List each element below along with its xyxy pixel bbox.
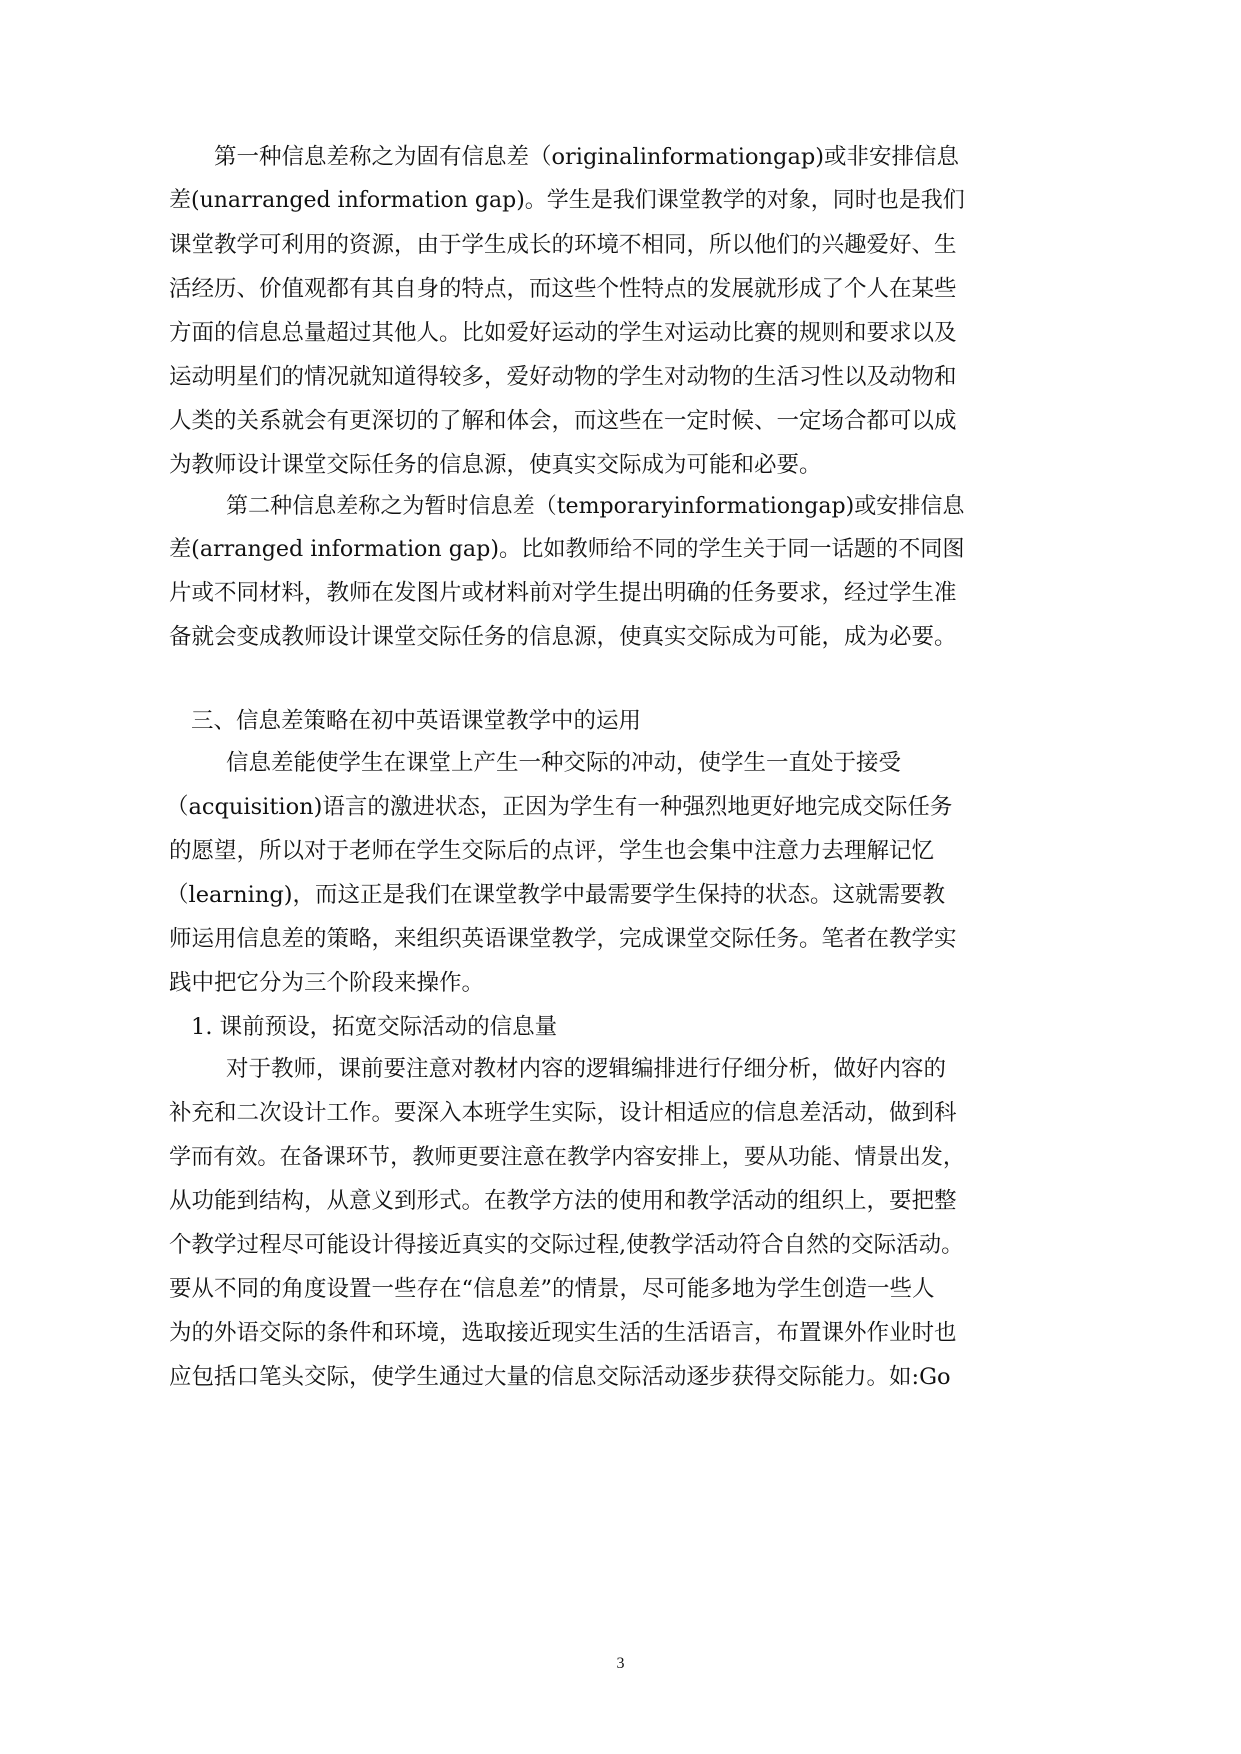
paragraph-text: 为教师设计课堂交际任务的信息源，使真实交际成为可能和必要。: [169, 452, 822, 478]
paragraph-text: 个教学过程尽可能设计得接近真实的交际过程,使教学活动符合自然的交际活动。: [169, 1232, 964, 1258]
paragraph-line: [0, 875, 1241, 915]
list-item-heading: [0, 1007, 1241, 1047]
paragraph-line: [0, 1049, 1241, 1089]
paragraph-line: [0, 743, 1241, 783]
paragraph-line: [0, 831, 1241, 871]
paragraph-text: 为的外语交际的条件和环境，选取接近现实生活的生活语言，布置课外作业时也: [169, 1320, 957, 1346]
section-heading: [0, 701, 1241, 741]
paragraph-text: 第二种信息差称之为暂时信息差（temporaryinformationgap)或安排信息: [226, 494, 965, 519]
paragraph-text: 片或不同材料，教师在发图片或材料前对学生提出明确的任务要求，经过学生准: [169, 580, 957, 606]
paragraph-line: [0, 963, 1241, 1003]
paragraph-text: 师运用信息差的策略，来组织英语课堂教学，完成课堂交际任务。笔者在教学实: [169, 926, 957, 952]
paragraph-line: [0, 181, 1241, 221]
paragraph-line: [0, 1093, 1241, 1133]
paragraph-text: 的愿望，所以对于老师在学生交际后的点评，学生也会集中注意力去理解记忆: [169, 838, 935, 864]
paragraph-text: 从功能到结构，从意义到形式。在教学方法的使用和教学活动的组织上，要把整: [169, 1188, 957, 1214]
paragraph-text: 活经历、价值观都有其自身的特点，而这些个性特点的发展就形成了个人在某些: [169, 276, 957, 302]
paragraph-text: 对于教师，课前要注意对教材内容的逻辑编排进行仔细分析，做好内容的: [226, 1056, 947, 1082]
paragraph-line: [0, 919, 1241, 959]
paragraph-text: 差(arranged information gap)。比如教师给不同的学生关于同一话题的不同图: [169, 536, 965, 562]
paragraph-text: （acquisition)语言的激进状态，正因为学生有一种强烈地更好地完成交际任务: [166, 794, 953, 820]
paragraph-text: 课堂教学可利用的资源，由于学生成长的环境不相同，所以他们的兴趣爱好、生: [169, 232, 957, 258]
paragraph-text: （learning)，而这正是我们在课堂教学中最需要学生保持的状态。这就需要教: [166, 882, 946, 908]
paragraph-line: [0, 357, 1241, 397]
paragraph-text: 践中把它分为三个阶段来操作。: [169, 970, 485, 996]
paragraph-text: 应包括口笔头交际，使学生通过大量的信息交际活动逐步获得交际能力。如:Go: [169, 1364, 951, 1390]
paragraph-line: [0, 529, 1241, 569]
paragraph-text: 人类的关系就会有更深切的了解和体会，而这些在一定时候、一定场合都可以成: [169, 408, 957, 434]
paragraph-line: [0, 445, 1241, 485]
paragraph-text: 要从不同的角度设置一些存在“信息差”的情景，尽可能多地为学生创造一些人: [169, 1276, 935, 1302]
paragraph-line: [0, 313, 1241, 353]
list-item-heading-text: 1. 课前预设，拓宽交际活动的信息量: [191, 1014, 558, 1040]
paragraph-line: [0, 1225, 1241, 1265]
paragraph-line: [0, 1137, 1241, 1177]
paragraph-line: [0, 225, 1241, 265]
paragraph-text: 信息差能使学生在课堂上产生一种交际的冲动，使学生一直处于接受: [226, 750, 902, 776]
paragraph-line: [0, 1357, 1241, 1397]
paragraph-line: [0, 269, 1241, 309]
paragraph-line: [0, 137, 1241, 177]
paragraph-line: [0, 1269, 1241, 1309]
paragraph-text: 补充和二次设计工作。要深入本班学生实际，设计相适应的信息差活动，做到科: [169, 1100, 957, 1126]
paragraph-text: 运动明星们的情况就知道得较多，爱好动物的学生对动物的生活习性以及动物和: [169, 364, 957, 390]
paragraph-text: 备就会变成教师设计课堂交际任务的信息源，使真实交际成为可能，成为必要。: [169, 624, 957, 650]
paragraph-text: 第一种信息差称之为固有信息差（originalinformationgap)或非安排信息: [214, 144, 960, 170]
section-heading-text: 三、信息差策略在初中英语课堂教学中的运用: [191, 708, 642, 734]
paragraph-line: [0, 573, 1241, 613]
page-number: 3: [616, 1655, 625, 1672]
paragraph-line: [0, 1313, 1241, 1353]
paragraph-line: [0, 617, 1241, 657]
paragraph-line: [0, 787, 1241, 827]
paragraph-text: 学而有效。在备课环节，教师更要注意在教学内容安排上，要从功能、情景出发，: [169, 1144, 965, 1170]
paragraph-line: [0, 487, 1241, 527]
paragraph-line: [0, 401, 1241, 441]
paragraph-text: 差(unarranged information gap)。学生是我们课堂教学的对象，同时也是我们: [169, 188, 965, 213]
paragraph-line: [0, 1181, 1241, 1221]
paragraph-text: 方面的信息总量超过其他人。比如爱好运动的学生对运动比赛的规则和要求以及: [169, 320, 957, 346]
